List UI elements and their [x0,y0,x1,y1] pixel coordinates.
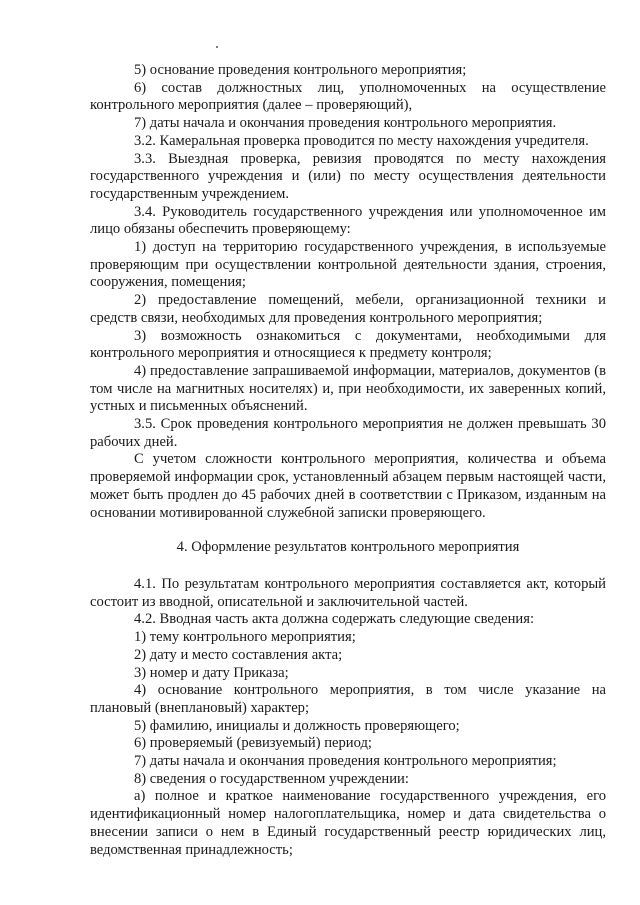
paragraph: 3.3. Выездная проверка, ревизия проводятся по месту нахождения государственного учреждения и (или) по месту осуществления деятельности государственным учреждением. [90,150,606,202]
document-page [90,62,606,859]
paragraph: 7) даты начала и окончания проведения контрольного мероприятия; [134,753,557,770]
paragraph: 2) предоставление помещений, мебели, организационной техники и средств связи, необходимых для проведения контрольного мероприятия; [90,292,606,326]
paragraph: 6) проверяемый (ревизуемый) период; [134,735,372,752]
paragraph: 5) фамилию, инициалы и должность проверяющего; [134,717,460,734]
paragraph: 4.2. Вводная часть акта должна содержать следующие сведения: [134,611,534,628]
paragraph: 3.4. Руководитель государственного учреждения или уполномоченное им лицо обязаны обеспечить проверяющему: [90,203,606,238]
paragraph: 7) даты начала и окончания проведения контрольного мероприятия. [134,115,557,132]
paragraph: 3.2. Камеральная проверка проводится по месту нахождения учредителя. [134,132,589,149]
paragraph: 1) доступ на территорию государственного учреждения, в используемые проверяющим при осуществлении контрольной деятельности здания, строения, сооружения, помещения; [90,239,606,291]
paragraph: 4) предоставление запрашиваемой информации, материалов, документов (в том числе на магнитных носителях) и, при необходимости, их заверенных копий, устных и письменных объяснений. [90,362,606,415]
paragraph: 3.5. Срок проведения контрольного мероприятия не должен превышать 30 рабочих дней. [90,416,606,450]
paragraph: 4.1. По результатам контрольного мероприятия составляется акт, который состоит из вводной, описательной и заключительной частей. [90,575,606,610]
section-heading: 4. Оформление результатов контрольного мероприятия [176,539,520,556]
paragraph: 8) сведения о государственном учреждении: [134,770,409,787]
paragraph: 1) тему контрольного мероприятия; [134,629,356,646]
paragraph: 2) дату и место составления акта; [134,646,343,663]
paragraph: 6) состав должностных лиц, уполномоченных на осуществление контрольного мероприятия (далее – проверяющий), [90,79,606,114]
paragraph: 3) номер и дату Приказа; [134,664,289,681]
paragraph: 5) основание проведения контрольного мероприятия; [134,62,467,78]
scan-speck [216,46,218,48]
paragraph: 3) возможность ознакомиться с документами, необходимыми для контрольного мероприятия и относящиеся к предмету контроля; [90,327,606,362]
paragraph: а) полное и краткое наименование государственного учреждения, его идентификационный номер налогоплательщика, номер и дата свидетельства о внесении записи о нем в Единый государственный реестр юридических лиц, ведомственная принадлежность; [90,788,606,858]
paragraph: 4) основание контрольного мероприятия, в том числе указание на плановый (внеплановый) характер; [90,682,606,716]
paragraph: С учетом сложности контрольного мероприятия, количества и объема проверяемой информации срок, установленный абзацем первым настоящей части, может быть продлен до 45 рабочих дней в соответствии с Приказом, изданным на основании мотивированной служебной записки проверяющего. [90,451,606,521]
